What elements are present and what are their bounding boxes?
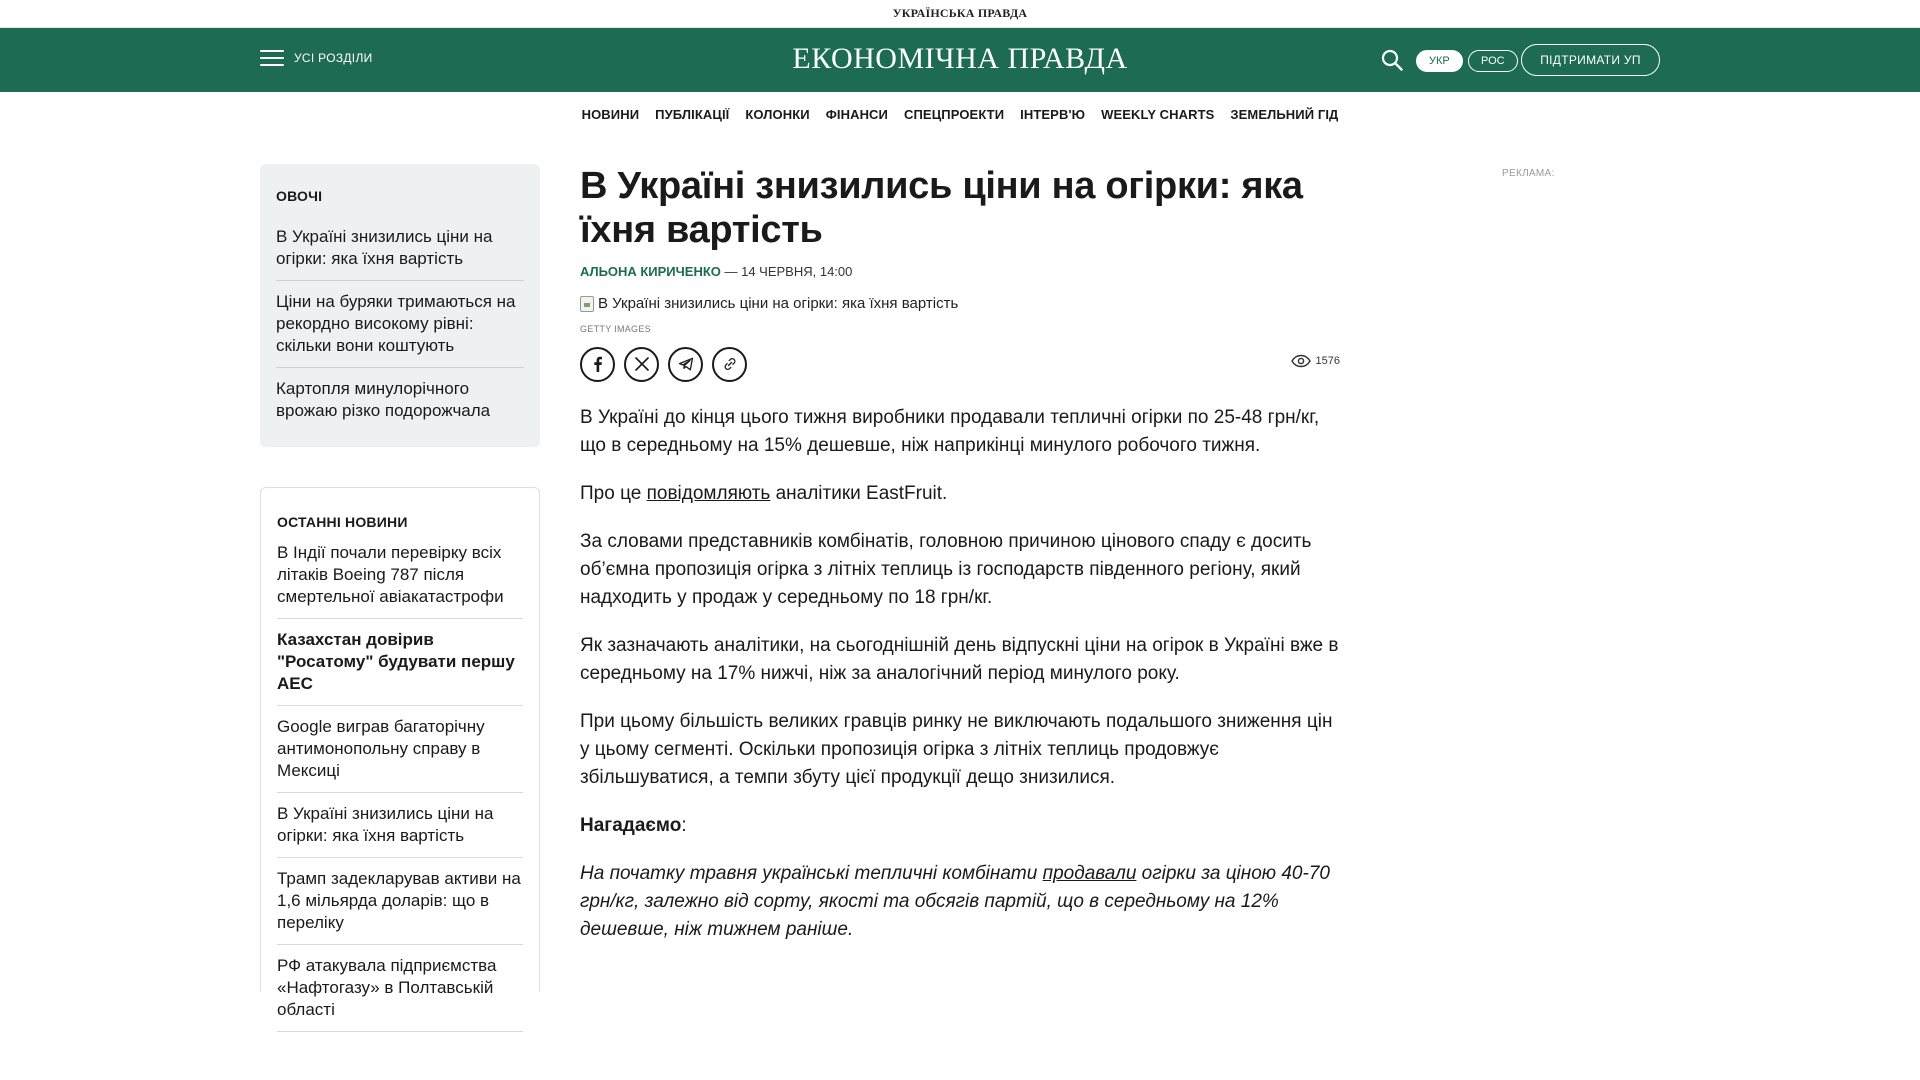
image-credit: GETTY IMAGES [580, 324, 651, 334]
paragraph: Про це повідомляють аналітики EastFruit. [580, 483, 948, 504]
news-item[interactable]: Google виграв багаторічну антимонопольну справу в Мексиці [277, 706, 523, 793]
share-row [580, 346, 1340, 382]
latest-news-box [260, 487, 540, 1019]
lang-ukr-button[interactable]: УКР [1416, 50, 1463, 72]
news-item[interactable]: Трамп задекларував активи на 1,6 мільярда доларів: що в переліку [277, 858, 523, 945]
up-brand-link[interactable]: УКРАЇНСЬКА ПРАВДА [892, 6, 1028, 20]
news-item[interactable]: РФ атакувала підприємства «Нафтогазу» в Полтавській області [277, 945, 523, 1032]
nav-item-interview[interactable]: ІНТЕРВ'Ю [1020, 106, 1086, 122]
publish-date: — 14 ЧЕРВНЯ, 14:00 [720, 264, 853, 279]
nav-item-finance[interactable]: ФІНАНСИ [825, 106, 888, 122]
site-header [0, 28, 1920, 92]
views-counter [1291, 354, 1340, 368]
topic-box [260, 164, 540, 447]
site-logo[interactable]: ЕКОНОМІЧНА ПРАВДА [792, 42, 1128, 75]
paragraph: На початку травня українські тепличні комбінати продавали огірки за ціною 40-70 грн/кг, залежно від сорту, якості та обсягів партій, що в середньому на 12% дешевше, ніж тижнем раніше. [580, 863, 1330, 940]
share-facebook-button[interactable] [580, 347, 615, 382]
facebook-icon [590, 356, 606, 372]
hero-image-alt: В Україні знизились ціни на огірки: яка їхня вартість [598, 295, 959, 312]
news-item[interactable]: В Україні знизились ціни на огірки: яка їхня вартість [277, 793, 523, 858]
share-x-button[interactable] [624, 347, 659, 382]
article-body [580, 404, 1340, 944]
lang-ros-button[interactable]: РОС [1468, 50, 1518, 72]
topic-item[interactable]: В Україні знизились ціни на огірки: яка їхня вартість [276, 216, 524, 281]
author-link[interactable]: АЛЬОНА КИРИЧЕНКО [580, 264, 721, 279]
paragraph: В Україні до кінця цього тижня виробники продавали тепличні огірки по 25-48 грн/кг, що в середньому на 15% дешевше, ніж наприкінці минулого робочого тижня. [580, 407, 1320, 456]
latest-news-title: ОСТАННІ НОВИНИ [277, 514, 408, 530]
search-icon[interactable] [1380, 48, 1404, 72]
copy-link-button[interactable] [712, 347, 747, 382]
nav-item-news[interactable]: НОВИНИ [581, 106, 640, 122]
related-link[interactable]: продавали [1042, 863, 1137, 884]
nav-item-publications[interactable]: ПУБЛІКАЦІЇ [655, 106, 730, 122]
nav-item-special-projects[interactable]: СПЕЦПРОЕКТИ [904, 106, 1005, 122]
topic-box-title[interactable]: ОВОЧІ [276, 188, 323, 204]
broken-image-icon [580, 296, 594, 312]
nav-item-land-guide[interactable]: ЗЕМЕЛЬНИЙ ГІД [1230, 106, 1339, 122]
source-link[interactable]: повідомляють [646, 483, 771, 504]
byline [580, 264, 1340, 279]
article-title: В Україні знизились ціни на огірки: яка їхня вартість [580, 165, 1303, 251]
news-item[interactable]: В Індії почали перевірку всіх літаків Boeing 787 після смертельної авіакатастрофи [277, 542, 523, 619]
link-icon [722, 356, 738, 372]
hero-image [580, 295, 1340, 312]
all-sections-label: УСІ РОЗДІЛИ [294, 51, 373, 65]
nav-item-weekly-charts[interactable]: WEEKLY CHARTS [1101, 106, 1215, 122]
top-strip [0, 0, 1920, 28]
x-icon [634, 356, 650, 372]
nav-item-columns[interactable]: КОЛОНКИ [745, 106, 810, 122]
telegram-icon [678, 356, 694, 372]
paragraph: За словами представників комбінатів, головною причиною цінового спаду є досить об’ємна пропозиція огірка з літніх теплиць із господарств південного регіону, який надходить у продаж у середньому по 18 грн/кг. [580, 531, 1312, 608]
topic-item[interactable]: Картопля минулорічного врожаю різко подорожчала [276, 379, 491, 420]
reminder-label: Нагадаємо: [580, 815, 687, 836]
support-button[interactable]: ПІДТРИМАТИ УП [1521, 44, 1660, 76]
paragraph: Як зазначають аналітики, на сьогоднішній день відпускні ціни на огірок в Україні вже в середньому на 17% нижчі, ніж за аналогічний період минулого року. [580, 635, 1339, 684]
main-nav [0, 92, 1920, 136]
news-item[interactable]: Казахстан довірив "Росатому" будувати першу АЕС [277, 619, 523, 706]
eye-icon [1291, 354, 1311, 368]
views-count: 1576 [1315, 355, 1340, 367]
share-telegram-button[interactable] [668, 347, 703, 382]
paragraph: При цьому більшість великих гравців ринку не виключають подальшого зниження цін у цьому сегменті. Оскільки пропозиція огірка з літніх теплиць продовжує збільшуватися, а темпи збуту цієї продукції дещо знизилися. [580, 711, 1333, 788]
ad-label: РЕКЛАМА: [1502, 168, 1555, 179]
topic-item[interactable]: Ціни на буряки тримаються на рекордно високому рівні: скільки вони коштують [276, 281, 524, 368]
article [580, 164, 1340, 944]
